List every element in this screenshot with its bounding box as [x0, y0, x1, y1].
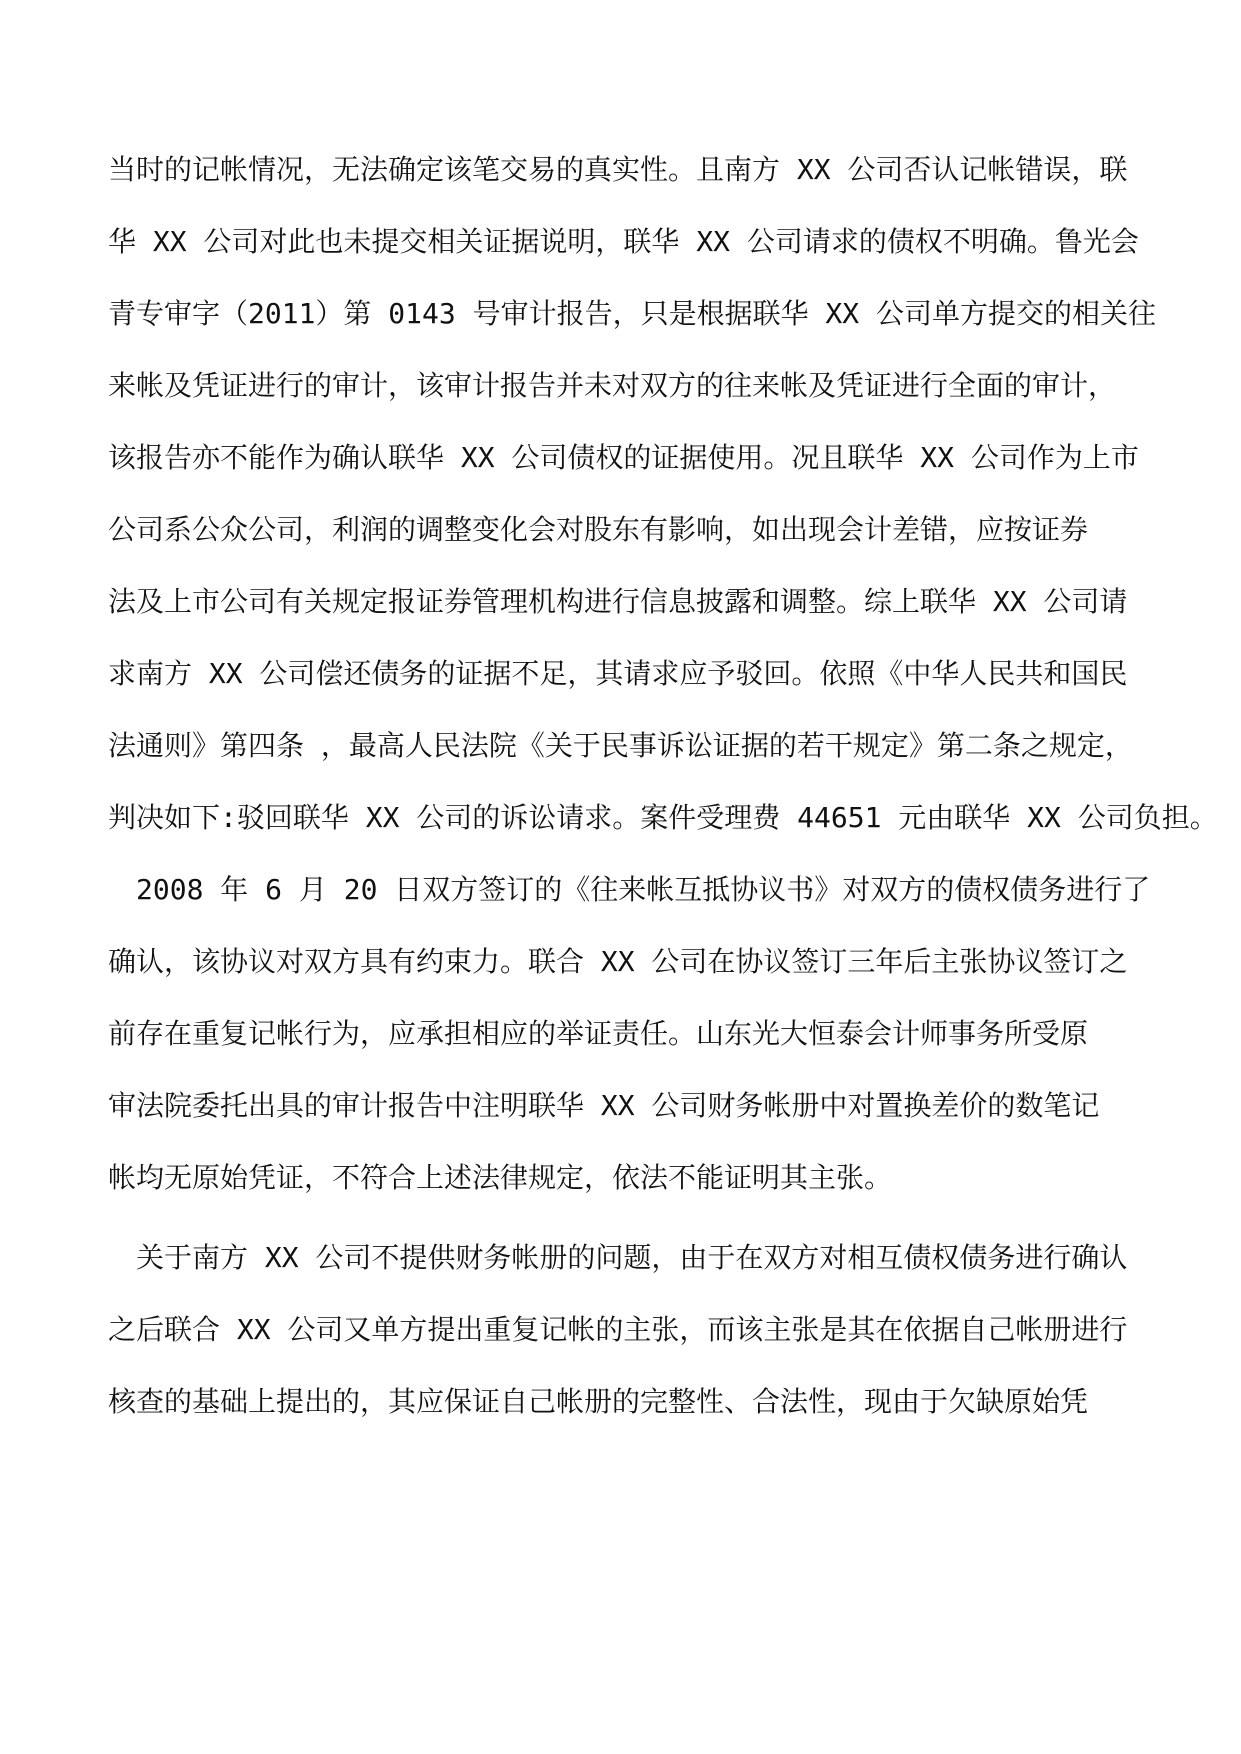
text-line: 判决如下:驳回联华 XX 公司的诉讼请求。案件受理费 44651 元由联华 XX 公司负担。: [108, 801, 1218, 834]
paragraph-first-line: 关于南方 XX 公司不提供财务帐册的问题，由于在双方对相互债权债务进行确认: [136, 1241, 1128, 1274]
text-line: 公司系公众公司，利润的调整变化会对股东有影响，如出现会计差错，应按证券: [108, 513, 1089, 546]
text-line: 青专审字（2011）第 0143 号审计报告，只是根据联华 XX 公司单方提交的相关往: [108, 297, 1157, 330]
text-line: 来帐及凭证进行的审计，该审计报告并未对双方的往来帐及凭证进行全面的审计，: [108, 369, 1117, 402]
text-line: 前存在重复记帐行为，应承担相应的举证责任。山东光大恒泰会计师事务所受原: [108, 1017, 1089, 1050]
paragraph-first-line: 2008 年 6 月 20 日双方签订的《往来帐互抵协议书》对双方的债权债务进行了: [136, 873, 1151, 906]
text-line: 华 XX 公司对此也未提交相关证据说明，联华 XX 公司请求的债权不明确。鲁光会: [108, 225, 1139, 258]
text-line: 之后联合 XX 公司又单方提出重复记帐的主张，而该主张是其在依据自己帐册进行: [108, 1313, 1128, 1346]
text-line: 求南方 XX 公司偿还债务的证据不足，其请求应予驳回。依照《中华人民共和国民: [108, 657, 1128, 690]
text-line: 审法院委托出具的审计报告中注明联华 XX 公司财务帐册中对置换差价的数笔记: [108, 1089, 1100, 1122]
text-line: 法及上市公司有关规定报证券管理机构进行信息披露和调整。综上联华 XX 公司请: [108, 585, 1128, 618]
text-line: 法通则》第四条 ，最高人民法院《关于民事诉讼证据的若干规定》第二条之规定，: [108, 729, 1133, 762]
text-line: 确认，该协议对双方具有约束力。联合 XX 公司在协议签订三年后主张协议签订之: [108, 945, 1128, 978]
text-line: 当时的记帐情况，无法确定该笔交易的真实性。且南方 XX 公司否认记帐错误，联: [108, 153, 1128, 186]
text-line: 该报告亦不能作为确认联华 XX 公司债权的证据使用。况且联华 XX 公司作为上市: [108, 441, 1139, 474]
text-line: 帐均无原始凭证，不符合上述法律规定，依法不能证明其主张。: [108, 1161, 893, 1194]
text-line: 核查的基础上提出的，其应保证自己帐册的完整性、合法性，现由于欠缺原始凭: [108, 1385, 1089, 1418]
